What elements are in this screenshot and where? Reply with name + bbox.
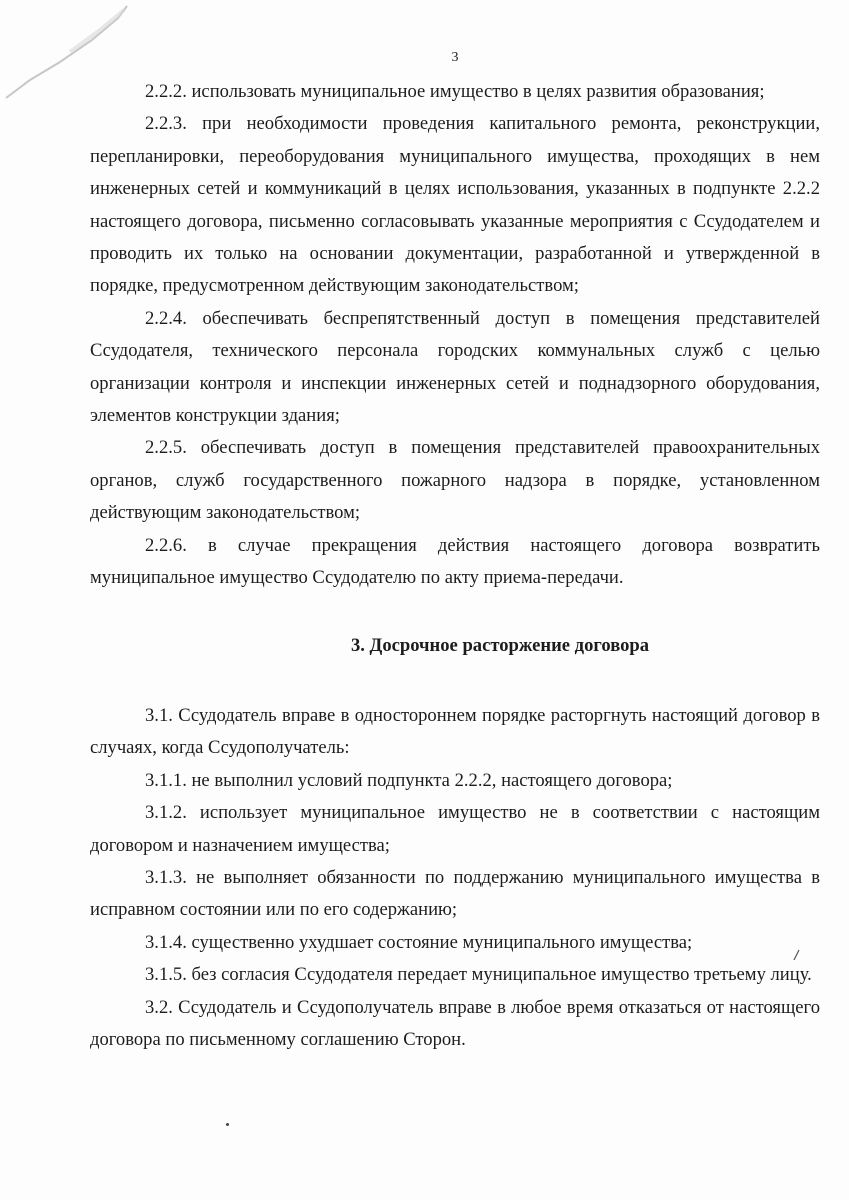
paragraph-2-2-3: 2.2.3. при необходимости проведения капитального ремонта, реконструкции, перепланировки, переоборудования муниципального имущества, проходящих в нем инженерных сетей и коммуникаций в целях использования, указанных в подпункте 2.2.2 настоящего договора, письменно согласовывать указанные мероприятия с Ссудодателем и проводить их только на основании документации, разработанной и утвержденной в порядке, предусмотренном действующим законодательством; [90, 113, 820, 297]
paragraph-3-1-2: 3.1.2. использует муниципальное имущество не в соответствии с настоящим договором и назначением имущества; [90, 802, 820, 856]
paragraph-2-2-4: 2.2.4. обеспечивать беспрепятственный доступ в помещения представителей Ссудодателя, технического персонала городских коммунальных служб с целью организации контроля и инспекции инженерных сетей и поднадзорного оборудования, элементов конструкции здания; [90, 307, 820, 427]
paragraph-3-1-3: 3.1.3. не выполняет обязанности по поддержанию муниципального имущества в исправном состоянии или по его содержанию; [90, 866, 820, 921]
page-number: 3 [451, 50, 459, 65]
paragraph-3-2: 3.2. Ссудодатель и Ссудополучатель вправе в любое время отказаться от настоящего договора по письменному соглашению Сторон. [90, 996, 820, 1050]
paragraph-3-1-4: 3.1.4. существенно ухудшает состояние муниципального имущества; [145, 931, 693, 953]
section-title: 3. Досрочное расторжение договора [350, 634, 650, 656]
paragraph-3-1: 3.1. Ссудодатель вправе в одностороннем порядке расторгнуть настоящий договор в случаях, когда Ссудополучатель: [90, 704, 820, 759]
paragraph-2-2-2: 2.2.2. использовать муниципальное имущество в целях развития образования; [145, 81, 765, 102]
paragraph-3-1-5: 3.1.5. без согласия Ссудодателя передает муниципальное имущество третьему лицу. [145, 964, 812, 986]
pen-stroke-icon [792, 948, 802, 962]
paragraph-2-2-6: 2.2.6. в случае прекращения действия настоящего договора возвратить муниципальное имущество Ссудодателю по акту приема-передачи. [90, 534, 820, 589]
paragraph-3-1-1: 3.1.1. не выполнил условий подпункта 2.2.2, настоящего договора; [145, 769, 673, 791]
document-body [90, 76, 820, 1056]
paragraph-2-2-5: 2.2.5. обеспечивать доступ в помещения представителей правоохранительных органов, служб государственного пожарного надзора в порядке, установленном действующим законодательством; [90, 437, 820, 524]
stray-dot [226, 1123, 230, 1127]
